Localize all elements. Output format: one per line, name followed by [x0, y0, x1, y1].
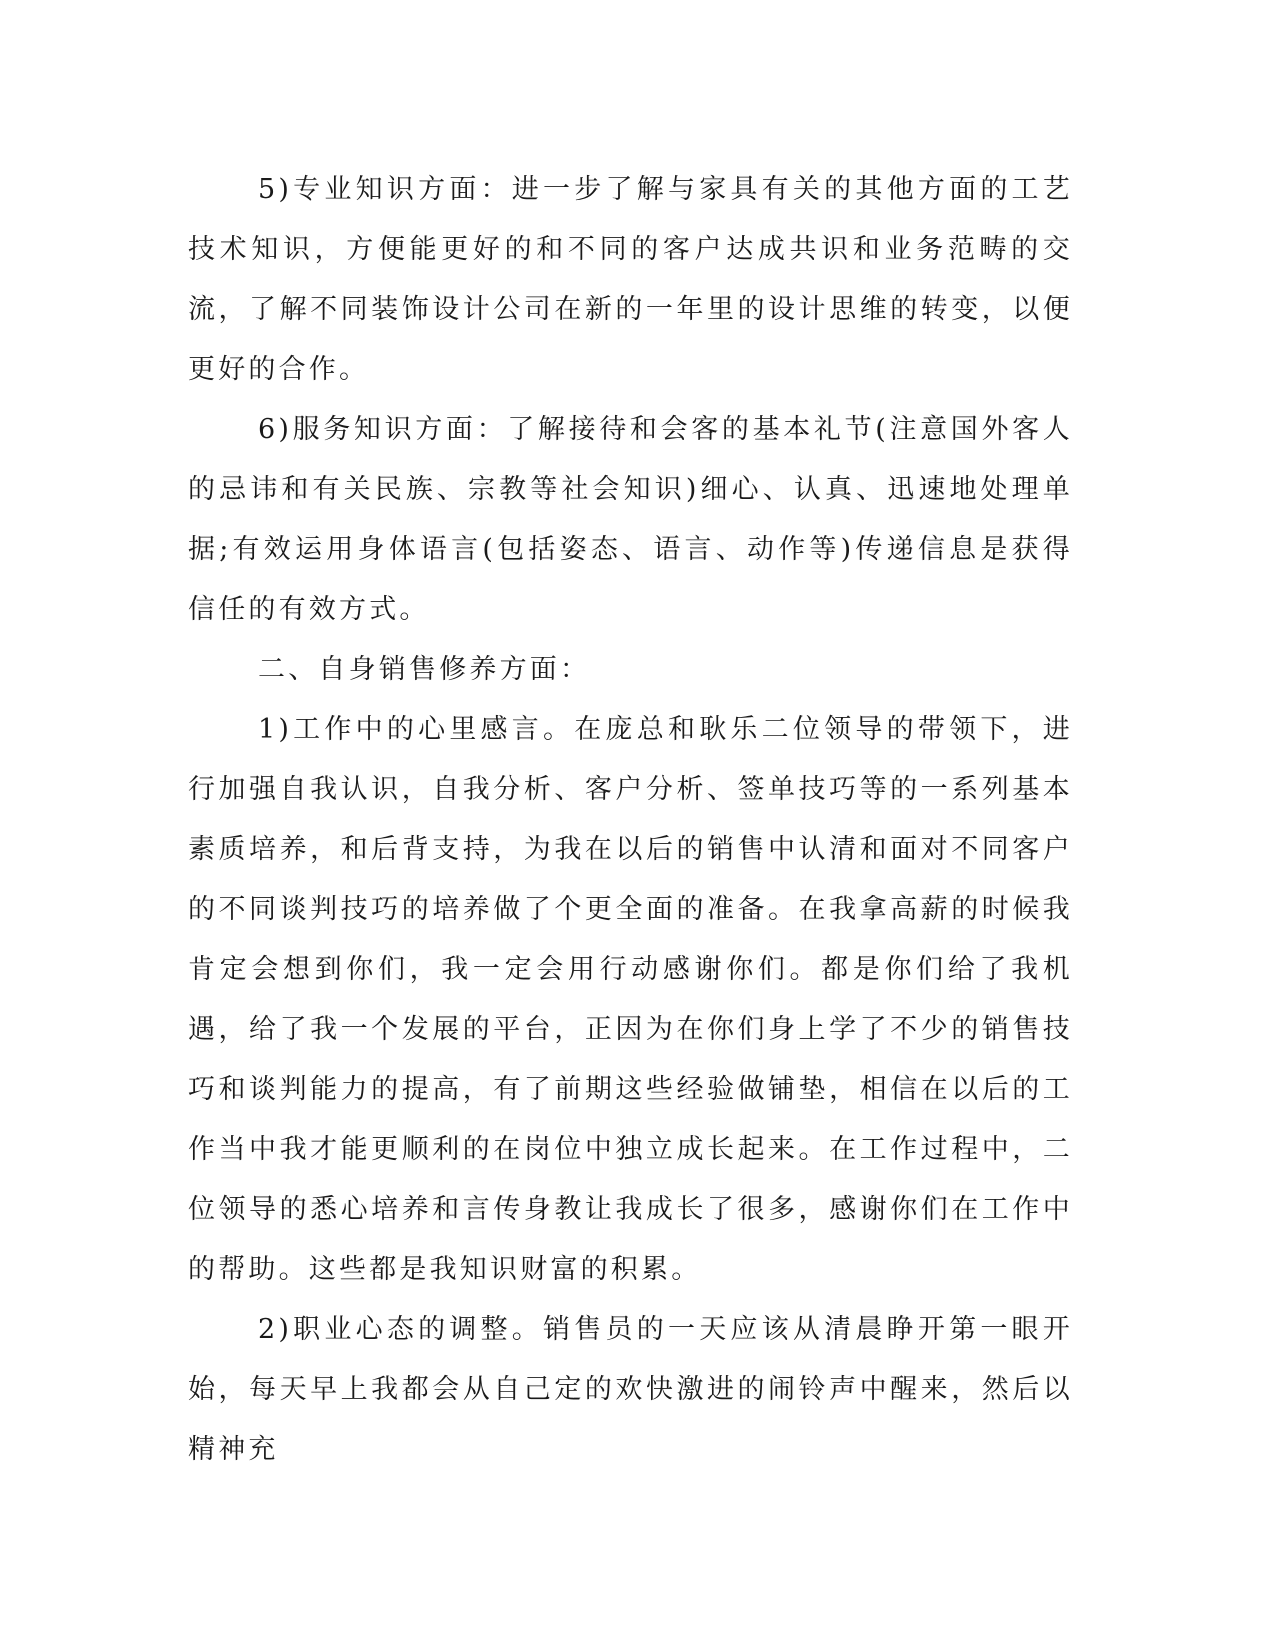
section-heading-self-cultivation: 二、自身销售修养方面： — [258, 654, 591, 685]
paragraph-service-knowledge: 6)服务知识方面：了解接待和会客的基本礼节(注意国外客人的忌讳和有关民族、宗教等社会知识)细心、认真、迅速地处理单据;有效运用身体语言(包括姿态、语言、动作等)传递信息是获得信任的有效方式。 — [188, 414, 1073, 625]
document-body — [188, 160, 1073, 1480]
paragraph-work-reflections: 1)工作中的心里感言。在庞总和耿乐二位领导的带领下，进行加强自我认识，自我分析、客户分析、签单技巧等的一系列基本素质培养，和后背支持，为我在以后的销售中认清和面对不同客户的不同谈判技巧的培养做了个更全面的准备。在我拿高薪的时候我肯定会想到你们，我一定会用行动感谢你们。都是你们给了我机遇，给了我一个发展的平台，正因为在你们身上学了不少的销售技巧和谈判能力的提高，有了前期这些经验做铺垫，相信在以后的工作当中我才能更顺利的在岗位中独立成长起来。在工作过程中，二位领导的悉心培养和言传身教让我成长了很多，感谢你们在工作中的帮助。这些都是我知识财富的积累。 — [188, 714, 1073, 1285]
paragraph-professional-knowledge: 5)专业知识方面：进一步了解与家具有关的其他方面的工艺技术知识，方便能更好的和不同的客户达成共识和业务范畴的交流，了解不同装饰设计公司在新的一年里的设计思维的转变，以便更好的合作。 — [188, 174, 1073, 385]
paragraph-mindset-adjustment: 2)职业心态的调整。销售员的一天应该从清晨睁开第一眼开始，每天早上我都会从自己定的欢快激进的闹铃声中醒来，然后以精神充 — [188, 1314, 1073, 1465]
